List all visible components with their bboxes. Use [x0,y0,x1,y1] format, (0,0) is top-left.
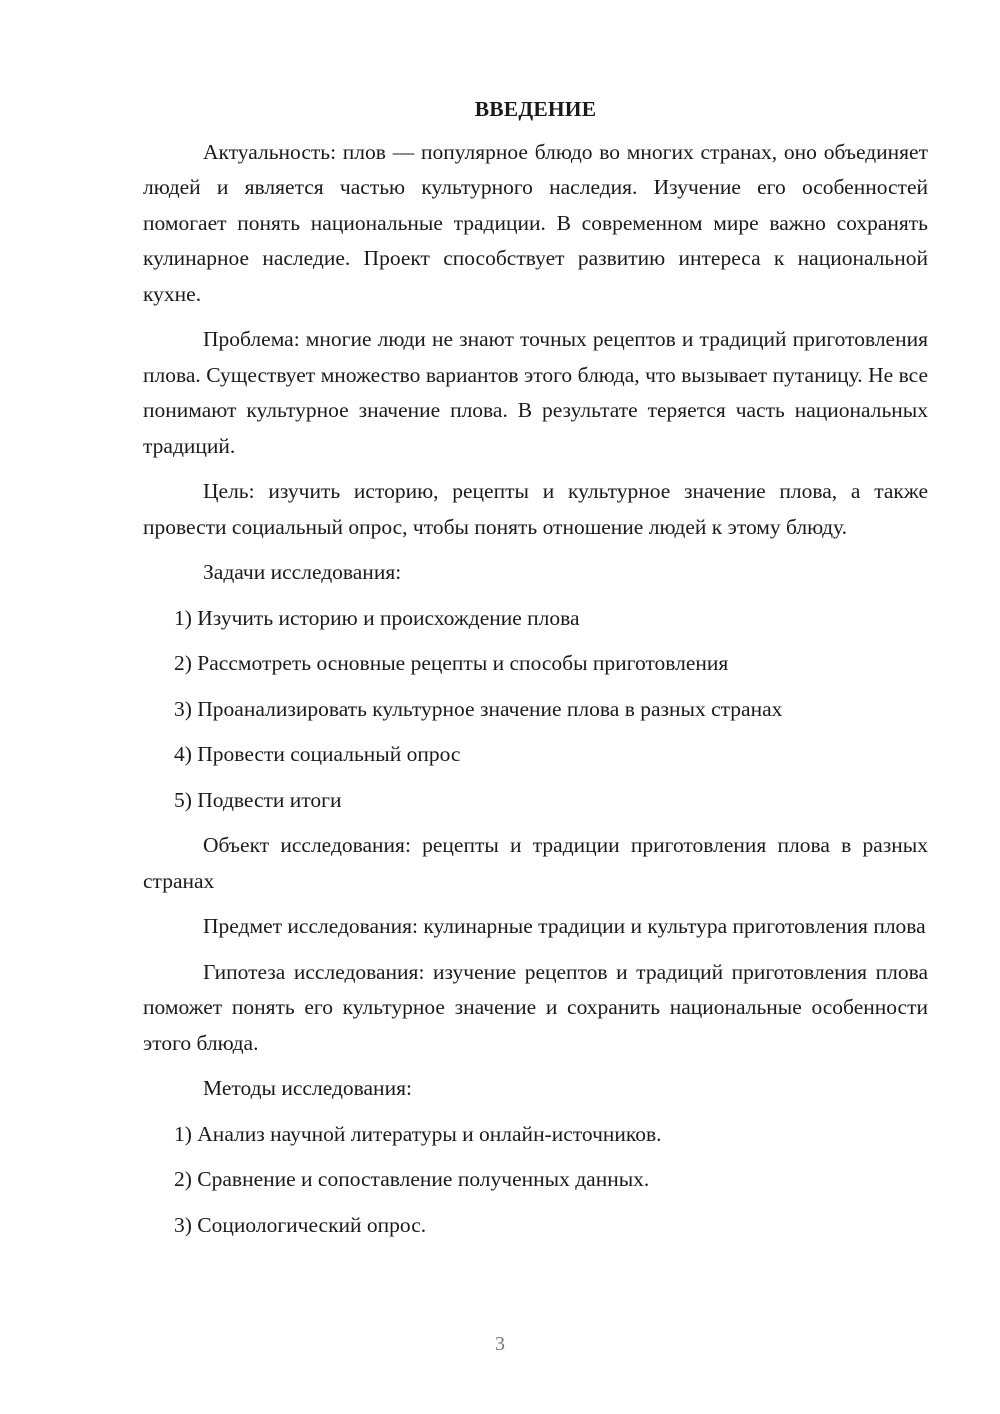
methods-list [143,1117,928,1244]
subject-paragraph: Предмет исследования: кулинарные традиции и культура приготовления плова [203,914,926,938]
tasks-label: Задачи исследования: [203,560,402,584]
hypothesis-paragraph: Гипотеза исследования: изучение рецептов и традиций приготовления плова поможет понять его культурное значение и сохранить национальные особенности этого блюда. [143,959,928,1055]
task-item: 1) Изучить историю и происхождение плова [174,605,580,630]
goal-paragraph: Цель: изучить историю, рецепты и культурное значение плова, а также провести социальный опрос, чтобы понять отношение людей к этому блюду. [143,479,928,539]
task-item: 3) Проанализировать культурное значение плова в разных странах [174,696,783,721]
problem-paragraph: Проблема: многие люди не знают точных рецептов и традиций приготовления плова. Существует множество вариантов этого блюда, что вызывает путаницу. Не все понимают культурное значение плова. В результате теряется часть национальных традиций. [143,327,928,458]
section-title: ВВЕДЕНИЕ [474,97,597,121]
document-page [143,92,928,1253]
page-number: 3 [495,1333,505,1355]
method-item: 1) Анализ научной литературы и онлайн-источников. [174,1121,662,1146]
object-paragraph: Объект исследования: рецепты и традиции приготовления плова в разных странах [143,833,928,893]
methods-label: Методы исследования: [203,1076,412,1100]
task-item: 2) Рассмотреть основные рецепты и способы приготовления [174,651,729,675]
task-item: 5) Подвести итоги [174,787,342,812]
task-item: 4) Провести социальный опрос [174,742,461,766]
tasks-list [143,601,928,819]
method-item: 2) Сравнение и сопоставление полученных данных. [174,1167,650,1191]
method-item: 3) Социологический опрос. [174,1212,427,1237]
relevance-paragraph: Актуальность: плов — популярное блюдо во многих странах, оно объединяет людей и является частью культурного наследия. Изучение его особенностей помогает понять национальные традиции. В современном мире важно сохранять кулинарное наследие. Проект способствует развитию интереса к национальной кухне. [143,139,928,306]
